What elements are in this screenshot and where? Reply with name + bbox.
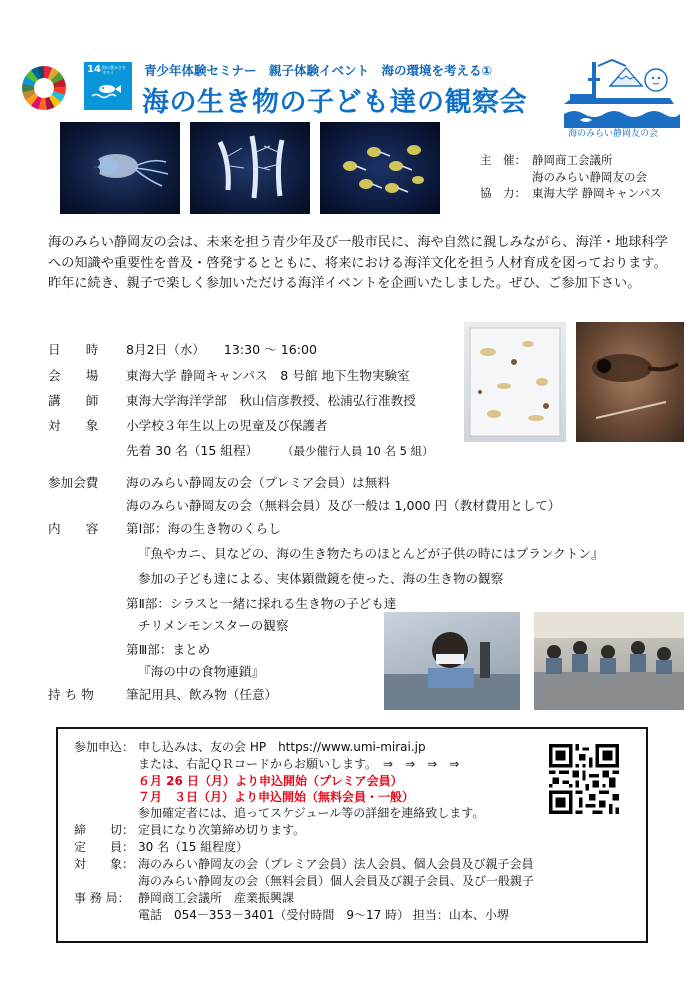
photo-fish-larvae [320, 122, 440, 214]
deadline-label: 締 切： [74, 823, 135, 837]
part2-sub: チリメンモンスターの観察 [138, 618, 289, 633]
phone-value: 電話 054－353－3401（受付時間 9～17 時） 担当：山本、小堺 [138, 908, 509, 922]
content-label: 内 容 [48, 521, 99, 536]
apply-label: 参加申込： [74, 740, 135, 754]
photo-classroom-session [534, 612, 684, 710]
photo-child-at-microscope [384, 612, 520, 710]
host-2: 海のみらい静岡友の会 [532, 169, 647, 184]
lecturer-value: 東海大学海洋学部 秋山信彦教授、松浦弘行准教授 [126, 393, 416, 408]
part3: 第Ⅲ部：まとめ [126, 642, 211, 657]
sdg14-number: 14 [87, 64, 101, 75]
apply-start-general: ７月 ３日（月）より申込開始（無料会員・一般） [138, 790, 415, 804]
target-label: 対 象 [48, 418, 99, 433]
bring-label: 持 ち 物 [48, 687, 94, 702]
target-value: 小学校３年生以上の児童及び保護者 [126, 418, 328, 433]
minimum-participants: （最少催行人員 10 名 5 組） [282, 444, 434, 458]
fish-icon [90, 82, 126, 104]
capacity-value: 先着 30 名（15 組程） [126, 443, 259, 458]
sdg14-badge [84, 62, 132, 110]
apply-line-3: 参加確定者には、追ってスケジュール等の詳細を連絡致します。 [138, 806, 485, 820]
apply-start-premium: ６月 26 日（月）より申込開始（プレミア会員） [138, 774, 403, 788]
logo-caption: 海のみらい静岡友の会 [568, 129, 659, 139]
host-1: 静岡商工会議所 [532, 153, 613, 167]
page-title: 海の生き物の子ども達の観察会 [142, 87, 527, 118]
part3-sub: 『海の中の食物連鎖』 [138, 664, 264, 679]
lecturer-label: 講 師 [48, 393, 99, 408]
office-label: 事 務 局： [74, 891, 130, 905]
series-subtitle: 青少年体験セミナー 親子体験イベント 海の環境を考える① [144, 63, 493, 78]
part1: 第Ⅰ部：海の生き物のくらし [126, 521, 281, 536]
sdg14-text: 海の豊かさを守ろう [102, 65, 126, 75]
intro-paragraph: 海のみらい静岡友の会は、未来を担う青少年及び一般市民に、海や自然に親しみながら、海洋・地球科学への知識や重要性を普及・啓発するとともに、将来における海洋文化を担う人材育成を図っております。昨年に続き、親子で楽しく参加いただける海洋イベントを企画いたしました。ぜひ、ご参加下さい。 [48, 235, 668, 291]
part2: 第Ⅱ部：シラスと一緒に採れる生き物の子ども達 [126, 596, 397, 611]
date-label: 日 時 [48, 342, 99, 357]
part1-sub1: 『魚やカニ、貝などの、海の生き物たちのほとんどが子供の時にはプランクトン』 [138, 546, 604, 561]
host-label: 主 催： [480, 153, 526, 167]
deadline-value: 定員になり次第締め切ります。 [138, 823, 306, 837]
app-target-2: 海のみらい静岡友の会（無料会員）個人会員及び親子会員、及び一般親子 [138, 874, 535, 888]
photo-fish-larva-microscope [576, 322, 684, 442]
office-value: 静岡商工会議所 産業振興課 [138, 891, 295, 905]
venue-label: 会 場 [48, 368, 99, 383]
bring-value: 筆記用具、飲み物（任意） [126, 687, 278, 702]
app-capacity-label: 定 員： [74, 840, 135, 854]
apply-line-1[interactable]: 申し込みは、友の会 HP https://www.umi-mirai.jp [138, 740, 426, 754]
date-value: 8月2日（水） 13:30 ～ 16:00 [126, 342, 318, 357]
organizers [480, 152, 661, 202]
app-capacity-value: 30 名（15 組程度） [138, 840, 249, 854]
coop: 東海大学 静岡キャンパス [532, 186, 662, 200]
sdg-wheel-logo [22, 66, 66, 110]
photo-squid-larva [60, 122, 180, 214]
fee-2: 海のみらい静岡友の会（無料会員）及び一般は 1,000 円（教材費用として） [126, 498, 561, 513]
apply-line-2: または、右記ＱＲコードからお願いします。 ⇒ ⇒ ⇒ ⇒ [138, 757, 460, 771]
photo-specimen-tray [464, 322, 566, 442]
photo-shrimp-larvae [190, 122, 310, 214]
app-target-label: 対 象： [74, 857, 135, 871]
coop-label: 協 力： [480, 186, 526, 200]
part1-sub2: 参加の子ども達による、実体顕微鏡を使った、海の生き物の観察 [138, 571, 504, 586]
qr-code[interactable] [549, 744, 619, 814]
venue-value: 東海大学 静岡キャンパス 8 号館 地下生物実験室 [126, 368, 410, 383]
app-target-1: 海のみらい静岡友の会（プレミア会員）法人会員、個人会員及び親子会員 [138, 857, 534, 871]
fee-1: 海のみらい静岡友の会（プレミア会員）は無料 [126, 475, 390, 490]
fee-label: 参加会費 [48, 475, 99, 490]
